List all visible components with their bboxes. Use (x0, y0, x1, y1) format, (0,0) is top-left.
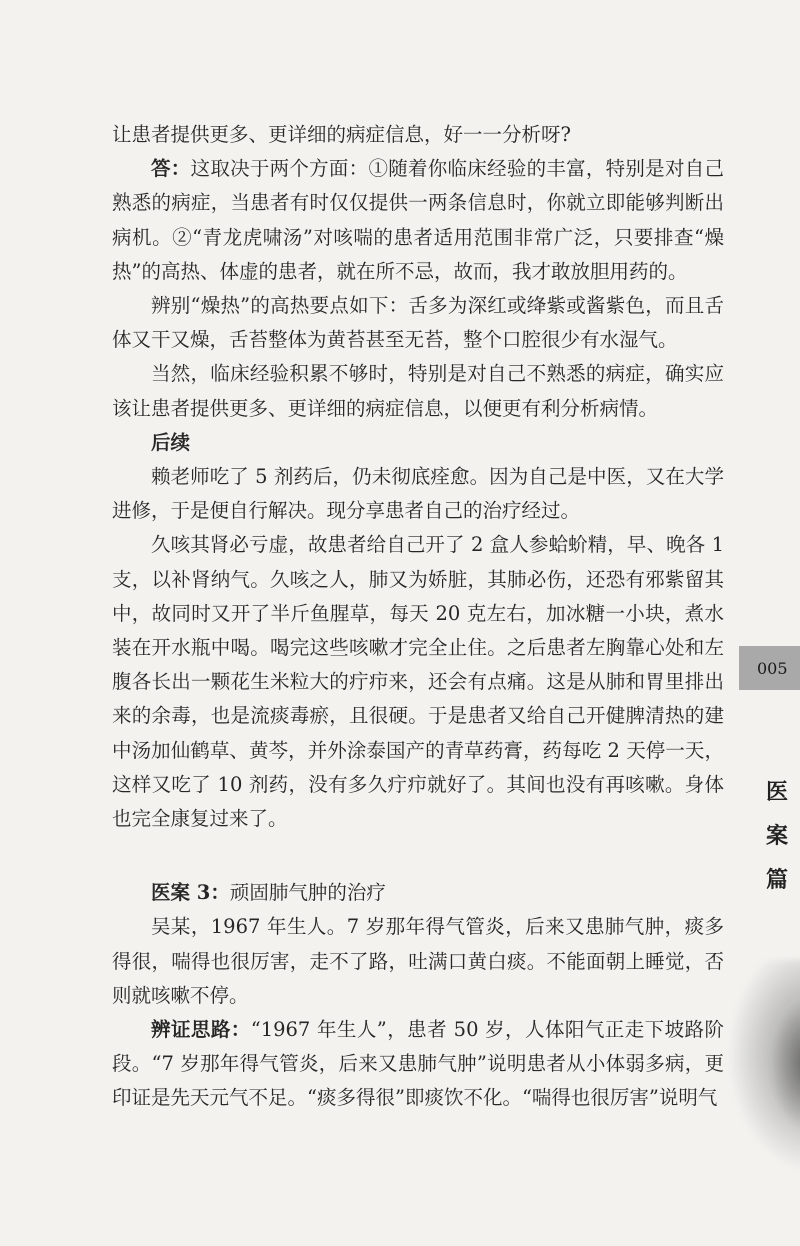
answer-text: 这取决于两个方面：①随着你临床经验的丰富，特别是对自己熟悉的病症，当患者有时仅仅提供一两条信息时，你就立即能够判断出病机。②“青龙虎啸汤”对咳喘的患者适用范围非常广泛，只要排查“燥热”的高热、体虚的患者，就在所不忌，故而，我才敢放胆用药的。 (112, 157, 724, 283)
paragraph: 久咳其肾必亏虚，故患者给自己开了 2 盒人参蛤蚧精，早、晚各 1 支，以补肾纳气。久咳之人，肺又为娇脏，其肺必伤，还恐有邪紫留其中，故同时又开了半斤鱼腥草，每天 20 克左右，加冰糖一小块，煮水装在开水瓶中喝。喝完这些咳嗽才完全止住。之后患者左胸靠心处和左腹各长出一颗花生米粒大的疔疖来，还会有点痛。这是从肺和胃里排出来的余毒，也是流痰毒瘀，且很硬。于是患者又给自己开健脾清热的建中汤加仙鹤草、黄芩，并外涂泰国产的青草药膏，药每吃 2 天停一天，这样又吃了 10 剂药，没有多久疔疖就好了。其间也没有再咳嗽。身体也完全康复过来了。 (112, 533, 724, 831)
section-heading: 后续 (151, 430, 191, 454)
body-text (112, 118, 724, 1116)
paragraph: 当然，临床经验积累不够时，特别是对自己不熟悉的病症，确实应该让患者提供更多、更详细的病症信息，以便更有利分析病情。 (112, 362, 724, 420)
paragraph: 吴某，1967 年生人。7 岁那年得气管炎，后来又患肺气肿，痰多得很，喘得也很厉害，走不了路，吐满口黄白痰。不能面朝上睡觉，否则就咳嗽不停。 (112, 915, 724, 1007)
paragraph: 让患者提供更多、更详细的病症信息，好一一分析呀? (112, 123, 571, 146)
case-heading (112, 876, 724, 910)
analysis-label: 辨证思路： (151, 1018, 251, 1042)
ink-decoration (770, 1000, 800, 1130)
section-side-label: 医案篇 (765, 779, 788, 893)
case-title: 顽固肺气肿的治疗 (229, 881, 386, 905)
paragraph: 辨别“燥热”的高热要点如下：舌多为深红或绛紫或酱紫色，而且舌体又干又燥，舌苔整体为黄苔甚至无苔，整个口腔很少有水湿气。 (112, 294, 724, 352)
page-number: 005 (757, 658, 788, 678)
case-label: 医案 3： (151, 881, 230, 905)
analysis-text: “1967 年生人”，患者 50 岁，人体阳气正走下坡路阶段。“7 岁那年得气管炎，后来又患肺气肿”说明患者从小体弱多病，更印证是先天元气不足。“痰多得很”即痰饮不化。“喘得也很厉害”说明气 (112, 1018, 724, 1110)
analysis-paragraph (112, 1013, 724, 1116)
page-number-tab (739, 646, 800, 690)
paragraph: 赖老师吃了 5 剂药后，仍未彻底痊愈。因为自己是中医，又在大学进修，于是便自行解决。现分享患者自己的治疗经过。 (112, 465, 724, 523)
answer-label: 答： (151, 157, 191, 181)
answer-paragraph (112, 152, 724, 289)
